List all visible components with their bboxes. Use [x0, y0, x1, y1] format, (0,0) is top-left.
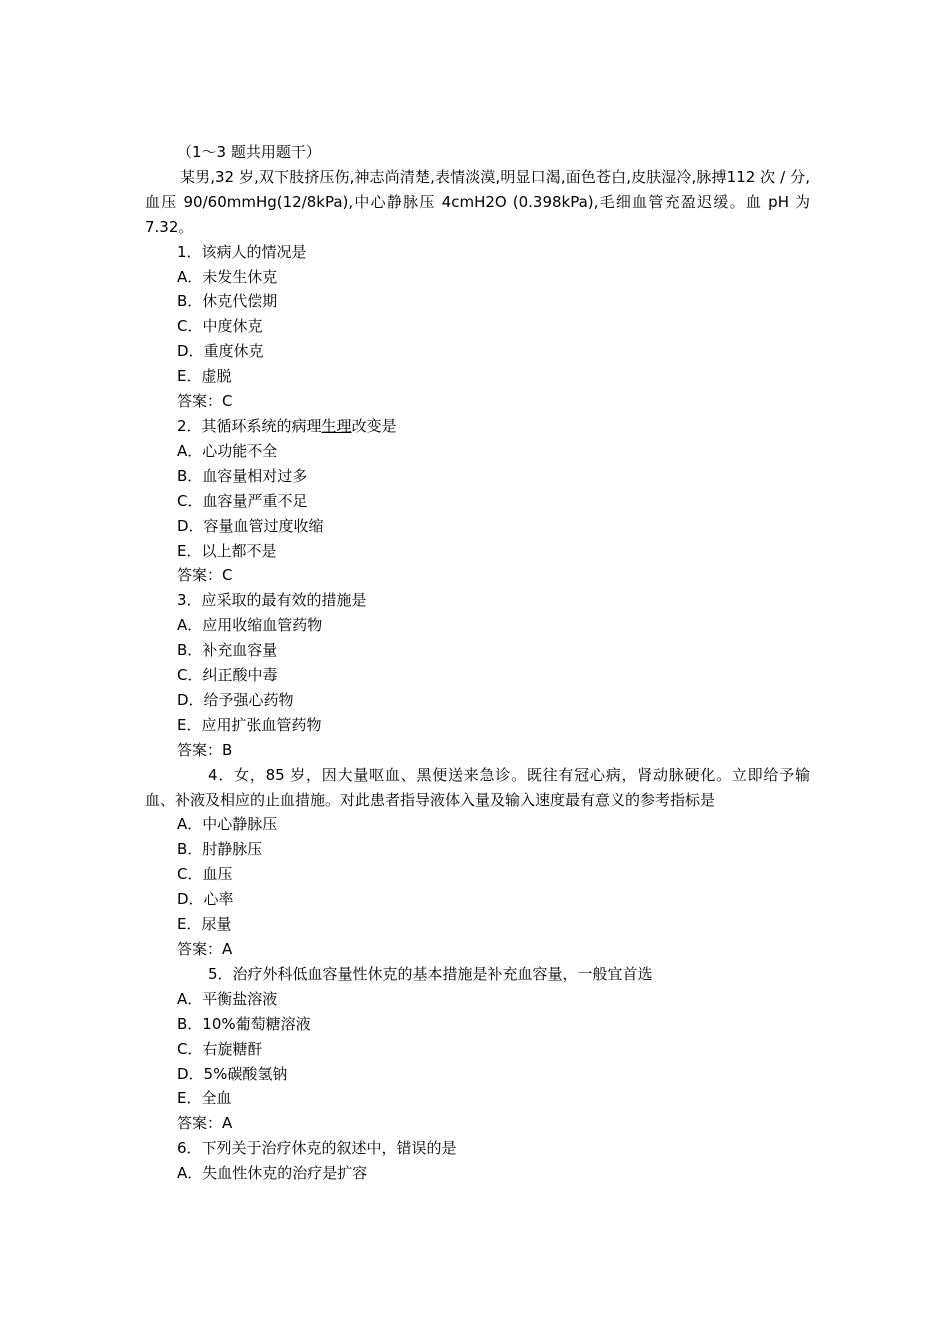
question-3: 3．应采取的最有效的措施是: [177, 591, 367, 610]
q4-option-d: D．心率: [177, 890, 234, 909]
q2-underlined-term[interactable]: 生理: [321, 416, 352, 435]
q3-option-a: A．应用收缩血管药物: [177, 616, 323, 635]
q2-option-b: B．血容量相对过多: [177, 466, 308, 485]
q3-option-c: C．纠正酸中毒: [177, 666, 278, 685]
question-6: 6．下列关于治疗休克的叙述中，错误的是: [177, 1139, 457, 1158]
q5-option-c: C．右旋糖酐: [177, 1039, 263, 1058]
question-5: 5．治疗外科低血容量性休克的基本措施是补充血容量，一般宜首选: [208, 964, 653, 983]
document-page: [145, 140, 810, 1186]
q3-option-d: D．给予强心药物: [177, 690, 294, 709]
case-stem: 某男,32 岁,双下肢挤压伤,神志尚清楚,表情淡漠,明显口渴,面色苍白,皮肤湿冷,脉搏112 次 / 分,血压 90/60mmHg(12/8kPa),中心静脉压 4cmH2O (0.398kPa),毛细血管充盈迟缓。血 pH 为 7.32。: [145, 167, 810, 236]
q2-option-a: A．心功能不全: [177, 441, 278, 460]
q2-option-c: C．血容量严重不足: [177, 491, 308, 510]
q3-option-b: B．补充血容量: [177, 641, 278, 660]
group-header: （1～3 题共用题干）: [177, 143, 321, 161]
q5-option-d: D．5%碳酸氢钠: [177, 1064, 288, 1083]
q3-answer: 答案：B: [177, 740, 233, 759]
q5-answer: 答案：A: [177, 1114, 233, 1133]
q2-option-d: D．容量血管过度收缩: [177, 516, 324, 535]
q1-option-b: B．休克代偿期: [177, 292, 278, 311]
question-2: [145, 414, 810, 439]
q5-option-b: B．10%葡萄糖溶液: [177, 1014, 311, 1033]
q2-option-e: E．以上都不是: [177, 541, 277, 560]
q4-answer: 答案：A: [177, 940, 233, 958]
q2-answer: 答案：C: [177, 566, 233, 585]
q2-text-before: 2．其循环系统的病理: [177, 416, 322, 435]
q4-option-a: A．中心静脉压: [177, 815, 278, 834]
question-1: 1．该病人的情况是: [177, 242, 307, 261]
q1-option-e: E．虚脱: [177, 367, 232, 386]
q4-option-c: C．血压: [177, 865, 233, 884]
q6-option-a: A．失血性休克的治疗是扩容: [177, 1164, 368, 1183]
q3-option-e: E．应用扩张血管药物: [177, 715, 322, 734]
q5-option-a: A．平衡盐溶液: [177, 989, 278, 1008]
question-4: 4．女，85 岁，因大量呕血、黑便送来急诊。既往有冠心病，肾动脉硬化。立即给予输血、补液及相应的止血措施。对此患者指导液体入量及输入速度最有意义的参考指标是: [145, 765, 810, 809]
q1-option-d: D．重度休克: [177, 342, 264, 361]
q1-option-a: A．未发生休克: [177, 267, 278, 286]
q1-option-c: C．中度休克: [177, 317, 263, 336]
q2-text-after: 改变是: [351, 416, 397, 435]
q4-option-e: E．尿量: [177, 915, 232, 934]
q1-answer: 答案：C: [177, 392, 233, 411]
q5-option-e: E．全血: [177, 1089, 232, 1108]
q4-option-b: B．肘静脉压: [177, 840, 263, 859]
